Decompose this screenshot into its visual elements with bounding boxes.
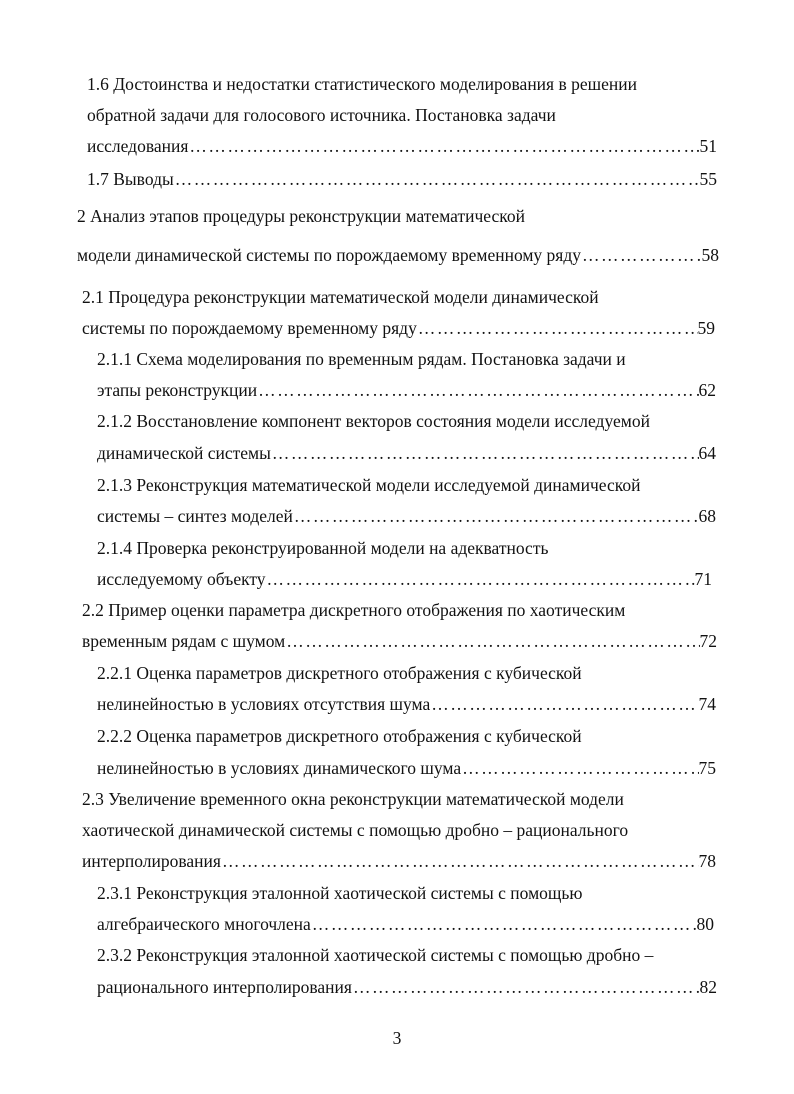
toc-entry-2-3-2-line-1: 2.3.2 Реконструкция эталонной хаотической системы с помощью дробно – [97, 945, 654, 965]
toc-entry-2-line-1: 2 Анализ этапов процедуры реконструкции математической [77, 206, 525, 226]
toc-entry-1-7: 1.7 Выводы …………………………………………………………………………………………………………………………………………………………………………………… 55 [87, 166, 717, 192]
toc-entry-2-1-1-line-1: 2.1.1 Схема моделирования по временным рядам. Постановка задачи и [97, 349, 626, 369]
toc-page-1-6: 51 [699, 136, 717, 156]
toc-entry-2-3-1-line-2: алгебраического многочлена …………………………………………………………………………………………………………………………………………………………………………………… 80 [97, 911, 714, 937]
toc-page-2-3-1: 80 [696, 914, 714, 934]
toc-entry-2-1-line-1: 2.1 Процедура реконструкции математической модели динамической [82, 287, 599, 307]
toc-page-2-2-2: 75 [698, 758, 716, 778]
toc-entry-2-2-1-line-1: 2.2.1 Оценка параметров дискретного отображения с кубической [97, 663, 582, 683]
toc-entry-2-1-3-line-2: системы – синтез моделей …………………………………………………………………………………………………………………………………………………………………………………… 68 [97, 503, 716, 529]
toc-entry-1-6-line-2: обратной задачи для голосового источника. Постановка задачи [87, 105, 556, 125]
toc-entry-2-2-2-line-2: нелинейностью в условиях динамического шума …………………………………………………………………………………………………………………………………………………………………………………… 75 [97, 755, 716, 781]
toc-entry-1-6-line-1: 1.6 Достоинства и недостатки статистического моделирования в решении [87, 74, 637, 94]
toc-page-1-7: 55 [699, 169, 717, 189]
toc-entry-2-1-4-line-2: исследуемому объекту …………………………………………………………………………………………………………………………………………………………………………………… 71 [97, 566, 712, 592]
toc-entry-2-3-2-line-2: рационального интерполирования …………………………………………………………………………………………………………………………………………………………………………………… 82 [97, 974, 717, 1000]
toc-entry-2-2-line-1: 2.2 Пример оценки параметра дискретного отображения по хаотическим [82, 600, 626, 620]
toc-page-2-1-2: 64 [698, 443, 716, 463]
toc-entry-2-1-4-line-1: 2.1.4 Проверка реконструированной модели на адекватность [97, 538, 549, 558]
toc-page-2-3-2: 82 [699, 977, 717, 997]
toc-entry-2-1-2-line-2: динамической системы …………………………………………………………………………………………………………………………………………………………………………………… 64 [97, 440, 716, 466]
toc-page-2-2: 72 [699, 631, 717, 651]
toc-page-2-1-3: 68 [698, 506, 716, 526]
toc-page-2-1: 59 [697, 318, 715, 338]
toc-entry-2-2-1-line-2: нелинейностью в условиях отсутствия шума …………………………………………………………………………………………………………………………………………………………………………………… 74 [97, 691, 716, 717]
toc-entry-2-1-line-2: системы по порождаемому временному ряду …………………………………………………………………………………………………………………………………………………………………………………… 59 [82, 315, 715, 341]
toc-page-2: 58 [701, 245, 719, 265]
toc-entry-1-6-line-3: исследования …………………………………………………………………………………………………………………………………………………………………………………… 51 [87, 133, 717, 159]
toc-entry-2-3-line-2: хаотической динамической системы с помощью дробно – рационального [82, 820, 629, 840]
toc-page-2-1-4: 71 [694, 569, 712, 589]
toc-entry-2-line-2: модели динамической системы по порождаемому временному ряду …………………………………………………………………………………………………………………………………………………………………………………… 58 [77, 242, 719, 268]
toc-entry-2-3-line-3: интерполирования …………………………………………………………………………………………………………………………………………………………………………………… 78 [82, 848, 716, 874]
toc-page-2-1-1: 62 [698, 380, 716, 400]
toc-entry-2-1-3-line-1: 2.1.3 Реконструкция математической модели исследуемой динамической [97, 475, 641, 495]
toc-entry-2-2-2-line-1: 2.2.2 Оценка параметров дискретного отображения с кубической [97, 726, 582, 746]
toc-entry-2-2-line-2: временным рядам с шумом …………………………………………………………………………………………………………………………………………………………………………………… 72 [82, 628, 717, 654]
toc-entry-2-3-line-1: 2.3 Увеличение временного окна реконструкции математической модели [82, 789, 624, 809]
toc-page-2-3: 78 [698, 851, 716, 871]
toc-page-2-2-1: 74 [698, 694, 716, 714]
toc-entry-2-1-1-line-2: этапы реконструкции …………………………………………………………………………………………………………………………………………………………………………………… 62 [97, 377, 716, 403]
toc-entry-2-1-2-line-1: 2.1.2 Восстановление компонент векторов состояния модели исследуемой [97, 411, 650, 431]
toc-entry-2-3-1-line-1: 2.3.1 Реконструкция эталонной хаотической системы с помощью [97, 883, 583, 903]
page-number: 3 [392, 1028, 402, 1048]
